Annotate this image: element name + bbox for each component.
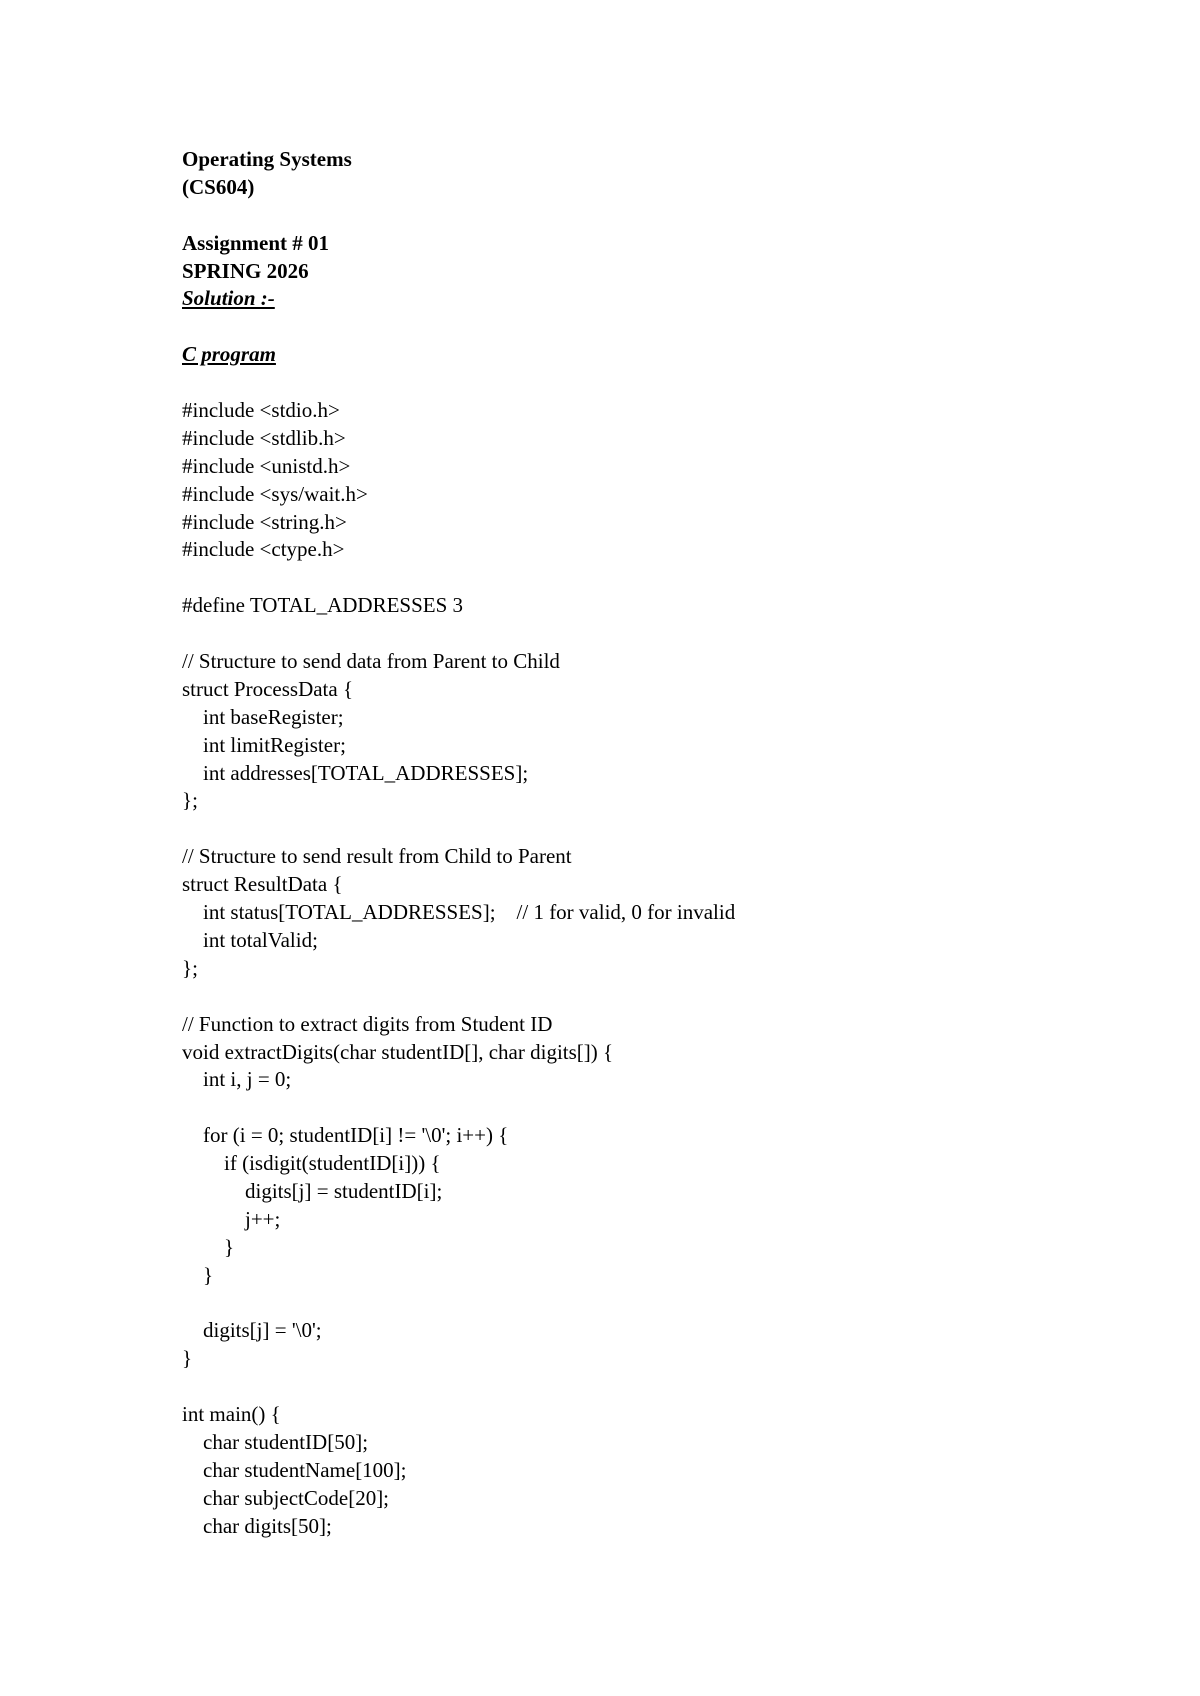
code-line: #include <stdlib.h> — [182, 425, 346, 450]
spacer — [182, 369, 1142, 397]
code-line: int main() { — [182, 1402, 281, 1427]
code-line: char studentName[100]; — [182, 1457, 407, 1482]
code-line: int totalValid; — [182, 927, 318, 952]
code-line: #include <sys/wait.h> — [182, 481, 368, 506]
code-line: #include <string.h> — [182, 509, 347, 534]
code-line: } — [182, 1234, 235, 1259]
code-line — [182, 1094, 1142, 1122]
code-line: // Structure to send result from Child to Parent — [182, 844, 572, 869]
code-line: struct ProcessData { — [182, 676, 354, 701]
code-line: char digits[50]; — [182, 1513, 332, 1538]
code-line: int baseRegister; — [182, 704, 344, 729]
code-line — [182, 983, 1142, 1011]
code-line: #define TOTAL_ADDRESSES 3 — [182, 593, 464, 618]
code-line: void extractDigits(char studentID[], char digits[]) { — [182, 1039, 614, 1064]
code-line: for (i = 0; studentID[i] != '\0'; i++) { — [182, 1123, 509, 1148]
code-line: }; — [182, 788, 198, 813]
spacer — [182, 313, 1142, 341]
code-line — [182, 1290, 1142, 1318]
code-line: int status[TOTAL_ADDRESSES]; // 1 for valid, 0 for invalid — [182, 900, 736, 925]
code-line: #include <unistd.h> — [182, 453, 351, 478]
semester-label: SPRING 2026 — [182, 258, 309, 283]
code-line: j++; — [182, 1206, 281, 1231]
code-line: // Structure to send data from Parent to Child — [182, 649, 560, 674]
code-line — [182, 564, 1142, 592]
code-line: }; — [182, 955, 198, 980]
document-content — [182, 146, 1142, 1541]
code-line — [182, 815, 1142, 843]
code-line: int i, j = 0; — [182, 1067, 292, 1092]
code-line: // Function to extract digits from Student ID — [182, 1011, 553, 1036]
code-line: if (isdigit(studentID[i])) { — [182, 1151, 441, 1176]
code-line: struct ResultData { — [182, 872, 343, 897]
code-line: char studentID[50]; — [182, 1429, 369, 1454]
code-line: char subjectCode[20]; — [182, 1485, 390, 1510]
code-line: int addresses[TOTAL_ADDRESSES]; — [182, 760, 529, 785]
code-line: #include <ctype.h> — [182, 537, 345, 562]
course-code: (CS604) — [182, 174, 255, 199]
code-line: } — [182, 1346, 193, 1371]
course-name: Operating Systems — [182, 147, 352, 171]
code-line — [182, 620, 1142, 648]
code-line: #include <stdio.h> — [182, 398, 340, 423]
assignment-title: Assignment # 01 — [182, 230, 330, 255]
code-listing — [182, 397, 1142, 1541]
code-line: digits[j] = '\0'; — [182, 1318, 322, 1343]
code-line: digits[j] = studentID[i]; — [182, 1178, 443, 1203]
code-line: int limitRegister; — [182, 732, 346, 757]
code-line — [182, 1373, 1142, 1401]
program-heading: C program — [182, 342, 276, 367]
spacer — [182, 202, 1142, 230]
solution-heading: Solution :- — [182, 286, 275, 311]
code-line: } — [182, 1262, 214, 1287]
